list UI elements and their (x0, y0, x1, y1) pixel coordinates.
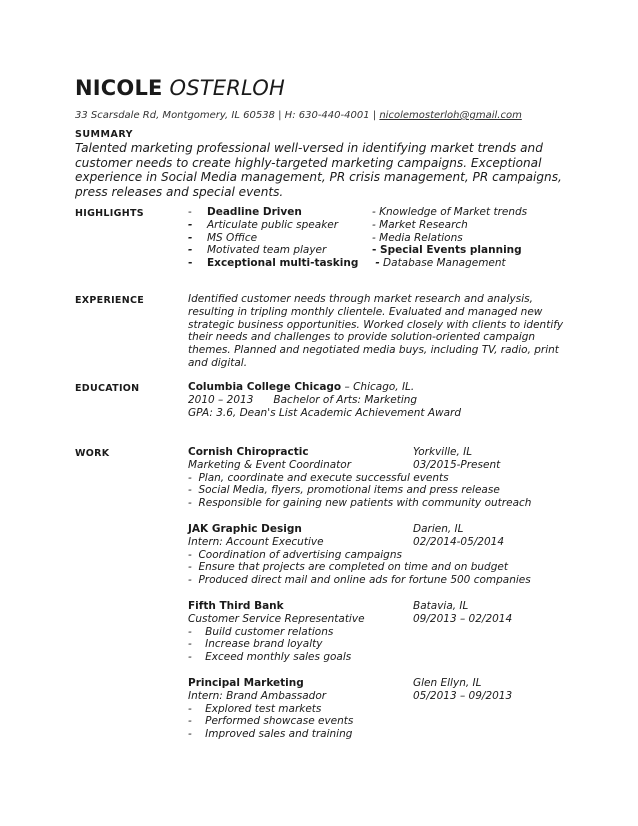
education-block (188, 381, 528, 419)
first-name: NICOLE (75, 76, 163, 100)
highlights-right-list (372, 206, 527, 270)
job-location: Yorkville, IL (413, 446, 473, 458)
contact-line (75, 110, 522, 121)
job-company: Fifth Third Bank (188, 600, 284, 612)
resume-name (75, 76, 285, 100)
job-title: Intern: Account Executive (188, 535, 324, 548)
highlight-item: - Media Relations (372, 231, 463, 244)
job-bullet: - Increase brand loyalty (188, 638, 323, 651)
job-company: JAK Graphic Design (188, 523, 302, 535)
phone: H: 630-440-4001 (284, 110, 370, 121)
job-entry (188, 523, 531, 587)
job-bullet: - Improved sales and training (188, 728, 353, 741)
summary-text: Talented marketing professional well-versed in identifying market trends and customer needs to create highly-targeted marketing campaigns. Exceptional experience in Social Media management, PR crisis management, PR campaigns, press releases and special events. (75, 141, 562, 199)
job-location: Batavia, IL (413, 600, 469, 612)
job-entry (188, 446, 532, 510)
education-years: 2010 – 2013 (188, 393, 254, 406)
highlight-item: - Database Management (375, 257, 506, 270)
job-title: Marketing & Event Coordinator (188, 458, 352, 471)
school-name: Columbia College Chicago (188, 381, 342, 393)
job-bullet: - Ensure that projects are completed on time and on budget (188, 561, 508, 574)
job-entry (188, 677, 528, 741)
job-bullet: - Coordination of advertising campaigns (188, 548, 402, 561)
highlight-item: - Special Events planning (372, 244, 522, 257)
job-dates: 05/2013 – 09/2013 (413, 689, 513, 702)
experience-text: Identified customer needs through market research and analysis, resulting in tripling monthly clientele. Evaluated and managed new strategic business opportunities. Worked closely with clients to identify their needs and challenges to provide solution-oriented campaign themes. Planned and negotiated media buys, including TV, radio, print and digital. (188, 293, 564, 369)
job-bullet: - Social Media, flyers, promotional items and press release (188, 484, 500, 497)
job-title: Customer Service Representative (188, 612, 365, 625)
job-bullet: - Plan, coordinate and execute successful events (188, 471, 449, 484)
highlight-item: - Exceptional multi-tasking (188, 257, 359, 270)
education-degree: Bachelor of Arts: Marketing (273, 393, 418, 406)
job-company: Cornish Chiropractic (188, 446, 309, 458)
highlight-item: - MS Office (188, 231, 258, 244)
address: 33 Scarsdale Rd, Montgomery, IL 60538 (75, 110, 275, 121)
job-dates: 02/2014-05/2014 (413, 535, 505, 548)
job-location: Darien, IL (413, 523, 464, 535)
education-gpa: GPA: 3.6, Dean's List Academic Achievement Award (188, 406, 462, 419)
job-bullet: - Produced direct mail and online ads for fortune 500 companies (188, 574, 531, 587)
school-location: – Chicago, IL. (344, 381, 415, 393)
job-bullet: - Explored test markets (188, 702, 322, 715)
highlights-heading: HIGHLIGHTS (75, 208, 144, 219)
job-location: Glen Ellyn, IL (413, 677, 482, 689)
highlight-item: - Deadline Driven (188, 206, 302, 218)
last-name: OSTERLOH (169, 76, 286, 100)
job-bullet: - Exceed monthly sales goals (188, 651, 352, 664)
experience-heading: EXPERIENCE (75, 295, 145, 306)
education-heading: EDUCATION (75, 383, 140, 394)
job-company: Principal Marketing (188, 677, 304, 689)
job-dates: 03/2015-Present (413, 458, 501, 471)
job-dates: 09/2013 – 02/2014 (413, 612, 513, 625)
summary-heading: SUMMARY (75, 129, 133, 140)
highlight-item: - Knowledge of Market trends (372, 206, 528, 218)
highlight-item: - Articulate public speaker (188, 218, 339, 231)
highlight-item: - Market Research (372, 218, 468, 231)
highlights-left-list (188, 206, 358, 270)
job-bullet: - Responsible for gaining new patients with community outreach (188, 497, 532, 510)
email-link[interactable]: nicolemosterloh@gmail.com (379, 110, 522, 121)
separator: | (372, 110, 377, 121)
highlight-item: - Motivated team player (188, 244, 327, 257)
job-bullet: - Performed showcase events (188, 715, 354, 728)
job-title: Intern: Brand Ambassador (188, 689, 327, 702)
job-entry (188, 600, 528, 664)
work-heading: WORK (75, 448, 110, 459)
separator: | (278, 110, 282, 121)
job-bullet: - Build customer relations (188, 625, 334, 638)
